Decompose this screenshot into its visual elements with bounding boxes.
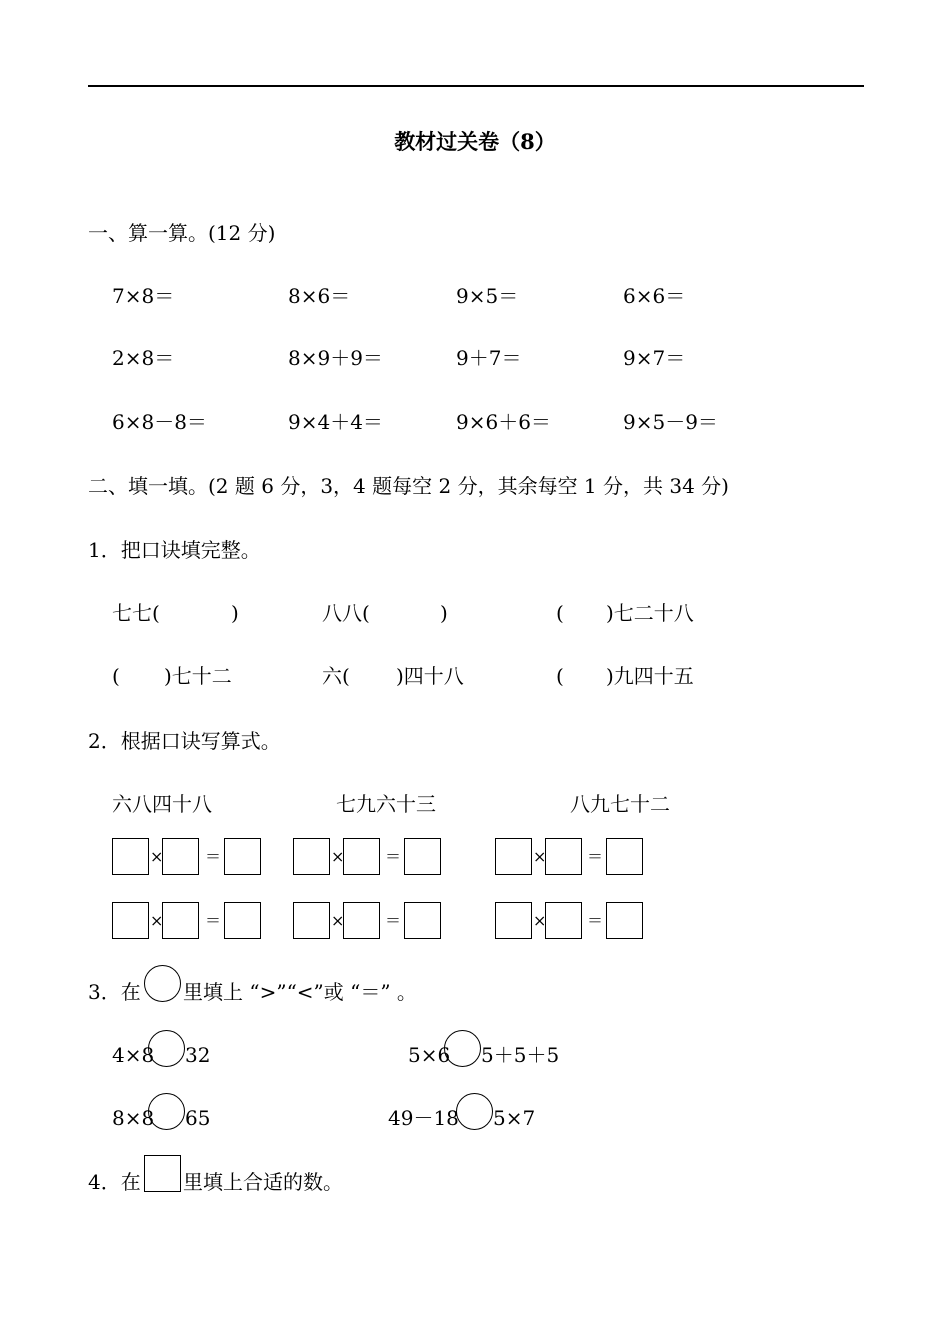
equals-sign: ＝ xyxy=(384,847,401,866)
page-title: 教材过关卷（8） xyxy=(394,129,556,154)
compare-left: 4×8 xyxy=(112,1043,155,1067)
answer-box[interactable] xyxy=(162,838,199,875)
compare-left: 49－18 xyxy=(388,1106,459,1130)
compare-left: 5×6 xyxy=(408,1043,451,1067)
calc-item: 8×6＝ xyxy=(288,284,351,308)
answer-box[interactable] xyxy=(495,902,532,939)
equals-sign: ＝ xyxy=(204,847,221,866)
answer-box[interactable] xyxy=(112,838,149,875)
answer-box[interactable] xyxy=(404,838,441,875)
compare-right: 32 xyxy=(185,1043,211,1067)
calc-item: 9＋7＝ xyxy=(456,346,522,370)
compare-right: 5×7 xyxy=(493,1106,536,1130)
answer-box[interactable] xyxy=(293,838,330,875)
equals-sign: ＝ xyxy=(384,911,401,930)
answer-box[interactable] xyxy=(606,838,643,875)
answer-box[interactable] xyxy=(606,902,643,939)
calc-item: 6×8－8＝ xyxy=(112,410,207,434)
verse-part: )七十二 xyxy=(164,664,232,688)
calc-item: 9×5＝ xyxy=(456,284,519,308)
verse-part: 七七( xyxy=(112,601,160,625)
top-rule xyxy=(88,85,864,87)
times-sign: × xyxy=(533,911,547,930)
answer-box[interactable] xyxy=(545,902,582,939)
verse-part: )九四十五 xyxy=(606,664,694,688)
answer-box[interactable] xyxy=(224,838,261,875)
section2-heading: 二、填一填。(2 题 6 分，3，4 题每空 2 分，其余每空 1 分，共 34 分) xyxy=(88,474,729,498)
verse-part: ) xyxy=(440,601,448,625)
q3-label-end: 里填上 “>”“<”或 “＝” 。 xyxy=(183,980,417,1004)
compare-circle[interactable] xyxy=(444,1030,481,1067)
compare-circle[interactable] xyxy=(148,1093,185,1130)
q1-label: 1．把口诀填完整。 xyxy=(88,538,261,562)
calc-item: 9×5－9＝ xyxy=(623,410,718,434)
section1-heading: 一、算一算。(12 分) xyxy=(88,221,276,245)
answer-box[interactable] xyxy=(404,902,441,939)
verse-part: )七二十八 xyxy=(606,601,694,625)
calc-item: 9×4＋4＝ xyxy=(288,410,383,434)
equals-sign: ＝ xyxy=(586,911,603,930)
calc-item: 9×6＋6＝ xyxy=(456,410,551,434)
answer-box[interactable] xyxy=(495,838,532,875)
answer-box[interactable] xyxy=(293,902,330,939)
q3-label-start: 3．在 xyxy=(88,980,141,1004)
equals-sign: ＝ xyxy=(586,847,603,866)
answer-box[interactable] xyxy=(343,902,380,939)
compare-left: 8×8 xyxy=(112,1106,155,1130)
q4-label-start: 4．在 xyxy=(88,1170,141,1194)
times-sign: × xyxy=(533,847,547,866)
answer-box[interactable] xyxy=(162,902,199,939)
calc-item: 7×8＝ xyxy=(112,284,175,308)
verse-part: ( xyxy=(112,664,120,688)
compare-right: 5＋5＋5 xyxy=(481,1043,560,1067)
verse-part: ) xyxy=(231,601,239,625)
times-sign: × xyxy=(150,911,164,930)
verse-phrase: 八九七十二 xyxy=(570,792,670,816)
q4-label-end: 里填上合适的数。 xyxy=(183,1170,343,1194)
compare-circle[interactable] xyxy=(148,1030,185,1067)
compare-right: 65 xyxy=(185,1106,211,1130)
answer-box[interactable] xyxy=(112,902,149,939)
calc-item: 8×9＋9＝ xyxy=(288,346,383,370)
times-sign: × xyxy=(150,847,164,866)
times-sign: × xyxy=(331,847,345,866)
q2-label: 2．根据口诀写算式。 xyxy=(88,729,281,753)
equals-sign: ＝ xyxy=(204,911,221,930)
calc-item: 2×8＝ xyxy=(112,346,175,370)
verse-part: )四十八 xyxy=(396,664,464,688)
verse-part: 六( xyxy=(322,664,350,688)
verse-part: ( xyxy=(556,601,564,625)
sample-circle-icon xyxy=(144,965,181,1002)
answer-box[interactable] xyxy=(343,838,380,875)
verse-part: 八八( xyxy=(322,601,370,625)
sample-box-icon xyxy=(144,1155,181,1192)
verse-phrase: 六八四十八 xyxy=(112,792,212,816)
calc-item: 9×7＝ xyxy=(623,346,686,370)
calc-item: 6×6＝ xyxy=(623,284,686,308)
verse-phrase: 七九六十三 xyxy=(336,792,436,816)
answer-box[interactable] xyxy=(545,838,582,875)
verse-part: ( xyxy=(556,664,564,688)
compare-circle[interactable] xyxy=(456,1093,493,1130)
answer-box[interactable] xyxy=(224,902,261,939)
times-sign: × xyxy=(331,911,345,930)
